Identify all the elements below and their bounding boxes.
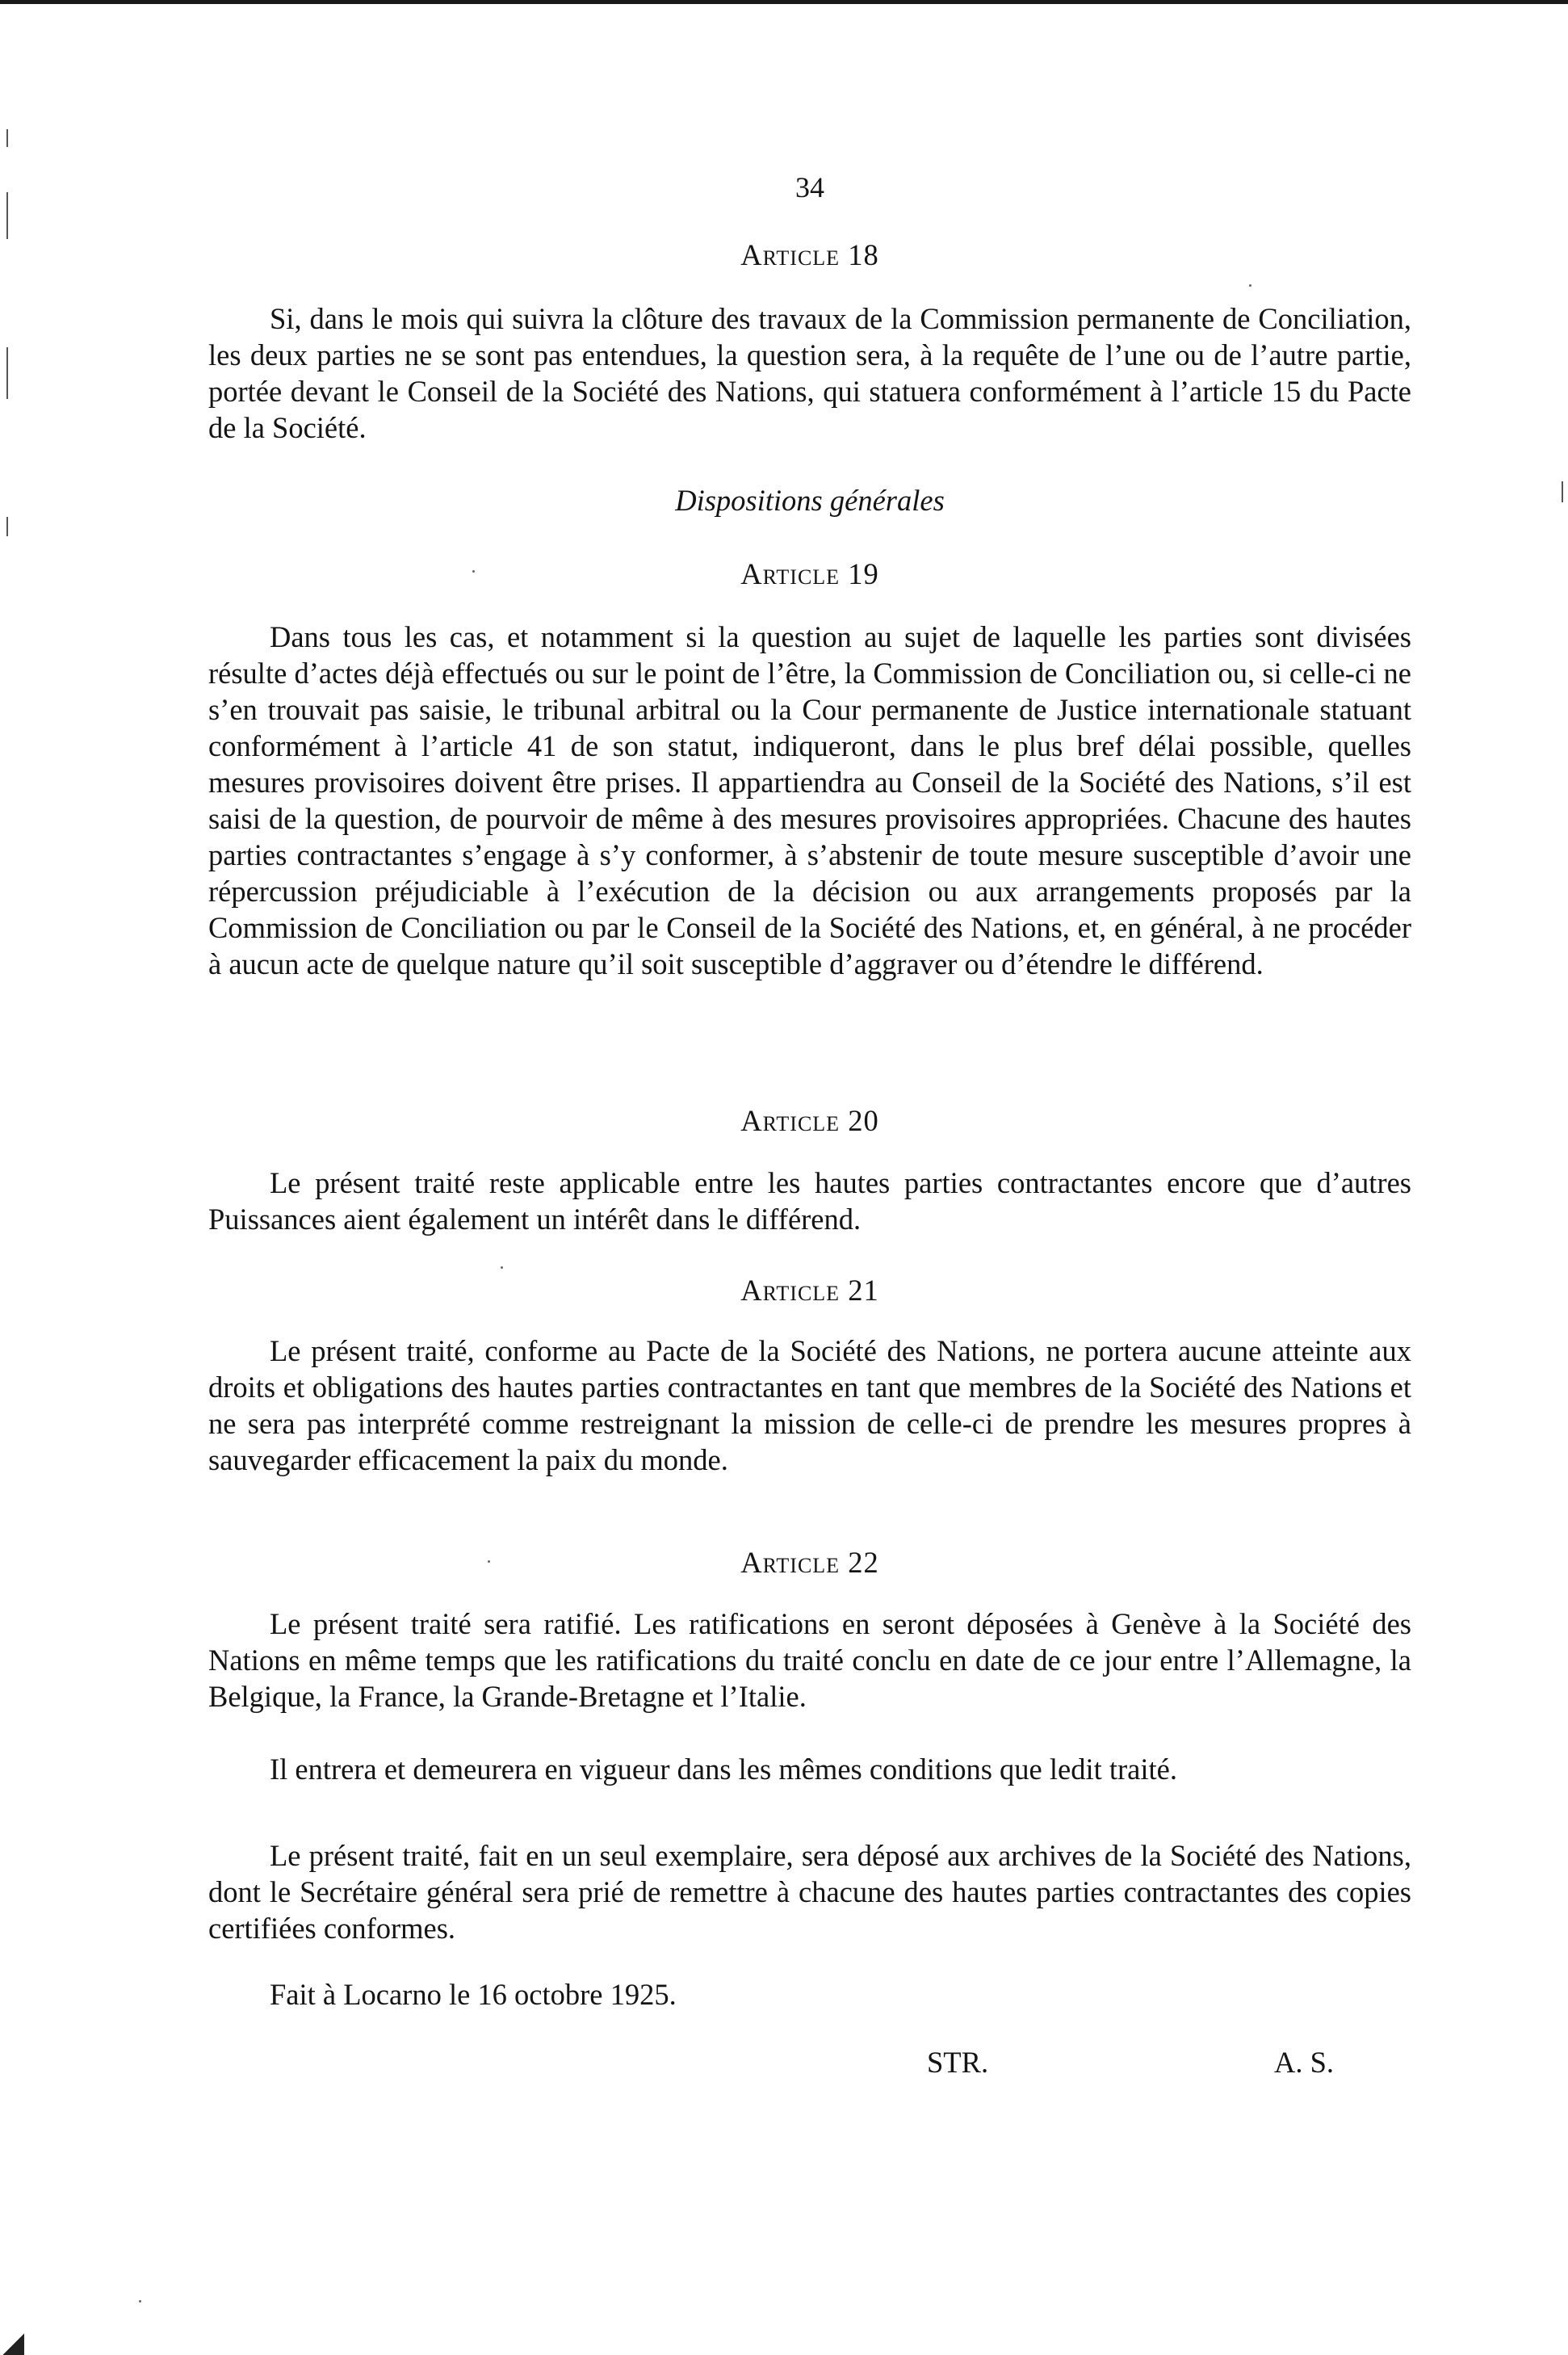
scan-edge-mark xyxy=(6,347,8,399)
scan-edge-mark xyxy=(6,129,8,147)
scan-corner-mark xyxy=(0,2331,24,2355)
section-title: Dispositions générales xyxy=(675,484,945,517)
article-19-heading: Article 19 xyxy=(740,557,879,590)
closing-date-line: Fait à Locarno le 16 octobre 1925. xyxy=(270,1978,677,2011)
article-20-text: Le présent traité reste applicable entre les hautes parties contractantes encore que d’autres Puissances aient également un intérêt dans le différend. xyxy=(208,1166,1411,1236)
article-21-text: Le présent traité, conforme au Pacte de la Société des Nations, ne portera aucune atteinte aux droits et obligations des hautes parties contractantes en tant que membres de la Société des Nations et ne sera pas interprété comme restreignant la mission de celle-ci de prendre les mesures propres à sauvegarder efficacement la paix du monde. xyxy=(208,1334,1411,1476)
article-22-para-2: Il entrera et demeurera en vigueur dans les mêmes conditions que ledit traité. xyxy=(270,1753,1177,1786)
document-page xyxy=(208,0,1411,2355)
page-number: 34 xyxy=(795,171,824,204)
scan-edge-mark xyxy=(1562,481,1563,502)
scan-edge-mark xyxy=(6,517,8,536)
article-19-text: Dans tous les cas, et notamment si la question au sujet de laquelle les parties sont divisées résulte d’actes déjà effectués ou sur le point de l’être, la Commission de Conciliation ou, si celle-ci ne s’en trouvait pas saisie, le tribunal arbitral ou la Cour permanente de Justice internationale statuant conformément à l’article 41 de son statut, indiqueront, dans le plus bref délai possible, quelles mesures provisoires doivent être prises. Il appartiendra au Conseil de la Société des Nations, s’il est saisi de la question, de pourvoir de même à des mesures provisoires appropriées. Chacune des hautes parties contractantes s’engage à s’y conformer, à s’abstenir de toute mesure susceptible d’avoir une répercussion préjudiciable à l’exécution de la décision ou aux arrangements proposés par la Commission de Conciliation ou par le Conseil de la Société des Nations, et, en général, à ne procéder à aucun acte de quelque nature qu’il soit susceptible d’aggraver ou d’étendre le différend. xyxy=(208,620,1411,980)
signature-left: STR. xyxy=(927,2046,989,2079)
signature-right: A. S. xyxy=(1274,2046,1335,2079)
article-22-para-3: Le présent traité, fait en un seul exemplaire, sera déposé aux archives de la Société des Nations, dont le Secrétaire général sera prié de remettre à chacune des hautes parties contractantes des copies certifiées conformes. xyxy=(208,1839,1411,1945)
article-20-heading: Article 20 xyxy=(740,1104,879,1137)
article-22-heading: Article 22 xyxy=(740,1546,879,1579)
article-22-para-1: Le présent traité sera ratifié. Les ratifications en seront déposées à Genève à la Société des Nations en même temps que les ratifications du traité conclu en date de ce jour entre l’Allemagne, la Belgique, la France, la Grande-Bretagne et l’Italie. xyxy=(208,1607,1411,1713)
article-21-heading: Article 21 xyxy=(740,1274,879,1307)
scan-speck xyxy=(139,2300,141,2303)
article-18-text: Si, dans le mois qui suivra la clôture des travaux de la Commission permanente de Conciliation, les deux parties ne se sont pas entendues, la question sera, à la requête de l’une ou de l’autre partie, portée devant le Conseil de la Société des Nations, qui statuera conformément à l’article 15 du Pacte de la Société. xyxy=(208,302,1411,444)
scan-edge-mark xyxy=(6,192,8,239)
article-18-heading: Article 18 xyxy=(740,238,879,271)
